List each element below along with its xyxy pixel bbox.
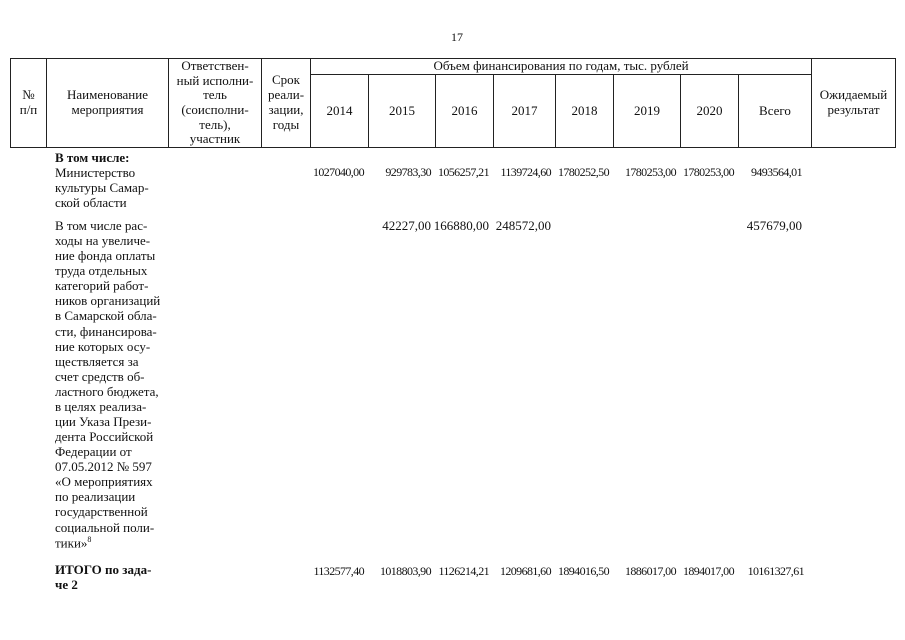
col-num-header: № п/п: [11, 59, 47, 148]
value-2017: 1209681,60: [499, 564, 551, 578]
value-2015: 1018803,90: [379, 564, 431, 578]
year-header: 2020: [681, 75, 739, 148]
year-header: 2015: [369, 75, 436, 148]
col-name-header: Наименование мероприятия: [47, 59, 169, 148]
value-2015: 929783,30: [385, 165, 431, 179]
col-executor-header: Ответствен- ный исполни- тель (соисполни- тель), участник: [169, 59, 262, 148]
value-2018: 1894016,50: [557, 564, 609, 578]
value-2017: 248572,00: [495, 218, 551, 233]
year-header: 2017: [494, 75, 556, 148]
footnote-marker: 8: [87, 534, 92, 544]
total-header: Всего: [739, 75, 812, 148]
year-header: 2014: [311, 75, 369, 148]
row-label-bold: ИТОГО по зада- че 2: [55, 562, 152, 593]
value-2016: 1056257,21: [437, 165, 489, 179]
year-header: 2018: [556, 75, 614, 148]
col-result-header: Ожидаемый результат: [812, 59, 896, 148]
row-label-bold: В том числе:: [55, 150, 130, 165]
row-label: [55, 150, 177, 210]
row-label-text: В том числе рас- ходы на увеличе- ние фонда оплаты труда отдельных категорий работ- ников организаций в Самарской обла- сти, финансирова- ние которых осу- ществляется за счет средств об- ластного бюджета, в целях реализа- ции Указа Прези- дента Российской Федерации от 07.05.2012 № 597 «О мероприятиях по реализации государственной социальной поли- тики»: [55, 218, 161, 550]
value-2019: 1780253,00: [624, 165, 676, 179]
value-2019: 1886017,00: [624, 564, 676, 578]
value-total: 10161327,61: [747, 564, 804, 578]
funding-table-header: [10, 58, 896, 148]
row-label-text: Министерство культуры Самар- ской области: [55, 165, 149, 211]
value-2017: 1139724,60: [500, 165, 551, 179]
col-funding-header: Объем финансирования по годам, тыс. рублей: [311, 59, 812, 75]
value-2014: 1132577,40: [313, 564, 364, 578]
value-2020: 1780253,00: [682, 165, 734, 179]
year-header: 2016: [436, 75, 494, 148]
value-2018: 1780252,50: [557, 165, 609, 179]
page-number: 17: [451, 30, 463, 44]
value-total: 457679,00: [746, 218, 802, 233]
value-2020: 1894017,00: [682, 564, 734, 578]
row-label: [55, 562, 177, 592]
row-label: [55, 218, 177, 550]
value-2014: 1027040,00: [312, 165, 364, 179]
year-header: 2019: [614, 75, 681, 148]
value-2016: 166880,00: [433, 218, 489, 233]
value-total: 9493564,01: [750, 165, 802, 179]
col-term-header: Срок реали- зации, годы: [262, 59, 311, 148]
value-2016: 1126214,21: [438, 564, 489, 578]
value-2015: 42227,00: [382, 218, 431, 233]
